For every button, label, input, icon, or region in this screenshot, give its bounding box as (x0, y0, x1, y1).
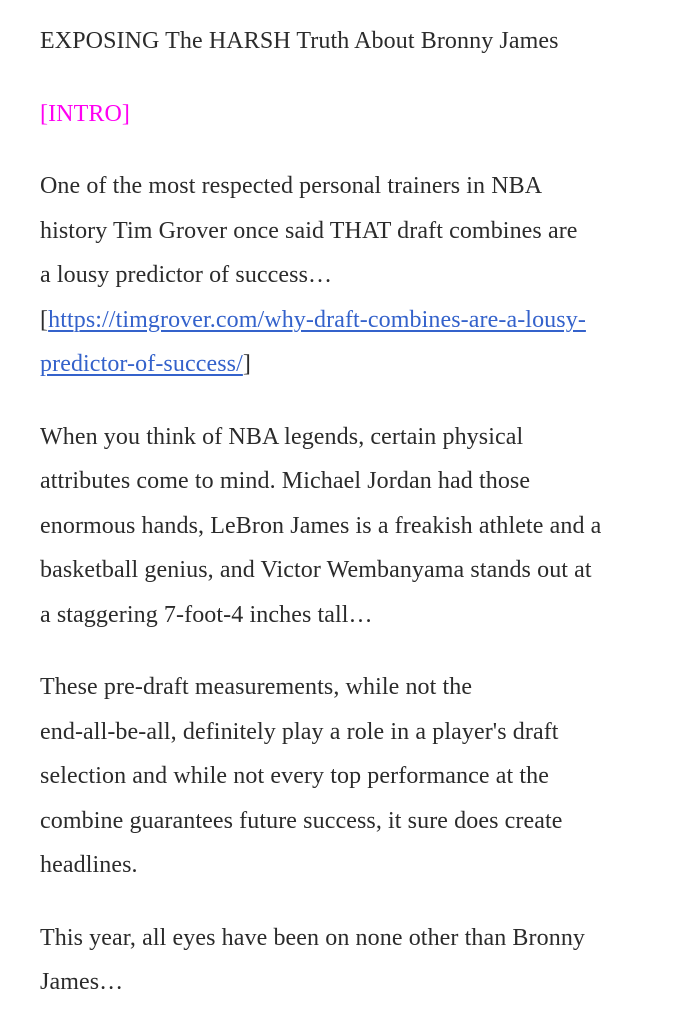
paragraph-measurements: These pre-draft measurements, while not the end-all-be-all, definitely play a role in a player's draft selection and while not every top performance at the combine guarantees future success, it sure does create headlines. (40, 674, 563, 878)
timgrover-article-link[interactable] (40, 307, 586, 378)
link-bracket-open: [ (40, 306, 49, 333)
link-bracket-close: ] (242, 351, 251, 377)
paragraph-bronny: This year, all eyes have been on none other than Bronny James… (40, 924, 586, 995)
document-title: EXPOSING The HARSH Truth About Bronny James (40, 28, 559, 54)
paragraph-legends: When you think of NBA legends, certain physical attributes come to mind. Michael Jordan had those enormous hands, LeBron James is a freakish athlete and a basketball genius, and Victor Wembanyama stands out at a staggering 7-foot-4 inches tall… (40, 423, 602, 628)
paragraph-grover (40, 164, 652, 387)
link-text-line-2: predictor-of-success/ (40, 351, 243, 377)
link-text-line-1: https://timgrover.com/why-draft-combines-are-a-lousy- (48, 306, 586, 333)
intro-section-tag: [INTRO] (40, 100, 131, 127)
paragraph-grover-text: One of the most respected personal trainers in NBA history Tim Grover once said THAT draft combines are a lousy predictor of success… (40, 173, 578, 288)
